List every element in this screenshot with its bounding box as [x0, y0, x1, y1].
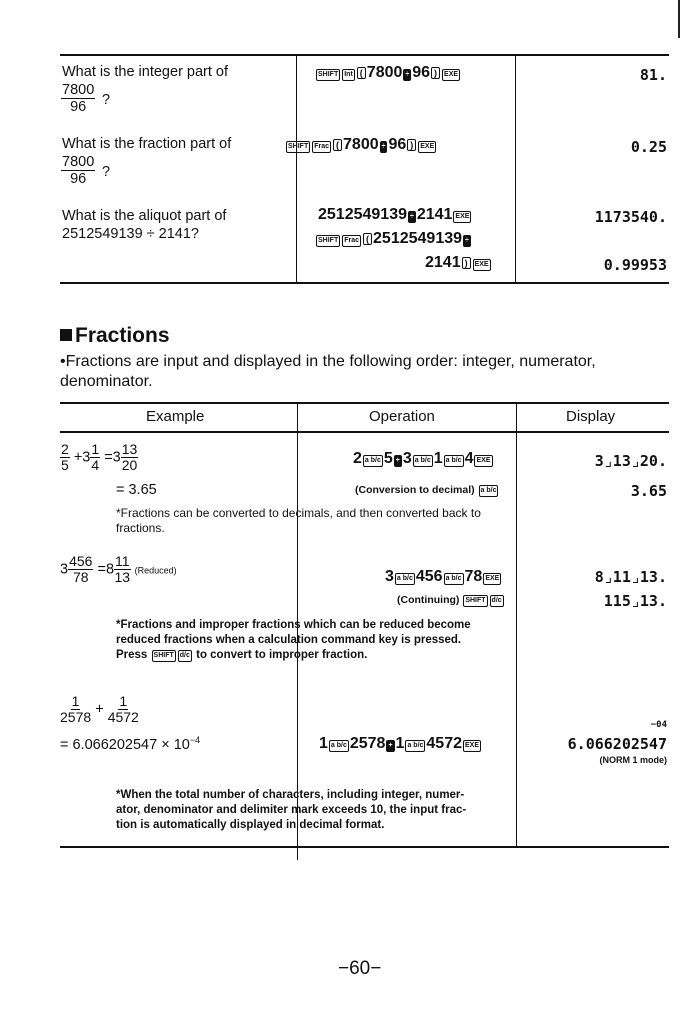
shift-key-icon: SHIFT	[286, 141, 310, 153]
operand: 7800	[343, 136, 379, 153]
display-result: 0.99953	[603, 256, 667, 274]
note-line: *When the total number of characters, including integer, numer-	[116, 789, 465, 801]
integer-part: 8	[105, 561, 115, 578]
fraction-numerator: 2	[61, 441, 69, 457]
note-line: tion is automatically displayed in decimal format.	[116, 819, 385, 831]
shift-key-icon: SHIFT	[316, 69, 340, 81]
operand: 2141	[425, 254, 461, 271]
close-paren-key-icon: )	[462, 257, 471, 269]
fraction-denominator: 96	[70, 99, 87, 115]
fraction-numerator: 1	[71, 693, 80, 709]
exe-key-icon: EXE	[463, 740, 481, 752]
page-edge-line	[678, 0, 680, 38]
display-exponent: −04	[650, 720, 667, 730]
display-improper-fraction: 115⌟13.	[603, 592, 667, 610]
reduced-label: (Reduced)	[134, 565, 177, 576]
operand: 4	[464, 450, 474, 467]
divide-key-icon: ÷	[380, 141, 388, 153]
operation-aliquot-line2	[315, 230, 472, 248]
plus-sign: +	[95, 701, 104, 718]
note-line: reduced fractions when a calculation command key is pressed.	[116, 634, 462, 646]
int-key-icon: Int	[342, 69, 355, 81]
fraction-numerator: 7800	[62, 154, 95, 170]
operation-aliquot-line1	[318, 206, 472, 224]
header-example: Example	[146, 408, 205, 425]
question-mark: ?	[102, 92, 111, 108]
operation-example2	[385, 568, 502, 586]
frac-key-icon: Frac	[342, 235, 361, 247]
header-operation: Operation	[369, 408, 435, 425]
fraction	[108, 694, 139, 725]
table-rule-bottom	[60, 282, 669, 284]
equals-sign: =	[97, 561, 106, 578]
fraction-numerator: 1	[119, 693, 128, 709]
plus-key-icon: +	[394, 455, 402, 467]
fractions-table	[60, 402, 669, 848]
fraction-key-icon: a b/c	[444, 573, 464, 585]
display-reduced-fraction: 8⌟11⌟13.	[594, 568, 667, 586]
exe-key-icon: EXE	[453, 211, 471, 223]
section-intro: •Fractions are input and displayed in the following order: integer, numerator, denominator.	[60, 353, 596, 390]
close-paren-key-icon: )	[407, 139, 416, 151]
shift-key-icon: SHIFT	[152, 650, 176, 662]
operand: 2512549139	[373, 230, 463, 247]
close-paren-key-icon: )	[431, 67, 440, 79]
exe-key-icon: EXE	[473, 259, 491, 271]
operation-fraction-part	[285, 136, 437, 154]
operand: 2	[353, 450, 362, 467]
display-result: 81.	[639, 66, 667, 84]
divide-key-icon: ÷	[403, 69, 411, 81]
exe-key-icon: EXE	[474, 455, 492, 467]
integer-part: 3	[112, 449, 121, 466]
fraction	[114, 554, 131, 585]
question-integer-part: What is the integer part of	[62, 64, 229, 80]
section-title: Fractions	[75, 324, 170, 347]
operation-example3	[319, 735, 482, 753]
question-aliquot-part: What is the aliquot part of	[62, 208, 227, 224]
mode-indicator: (NORM 1 mode)	[599, 755, 667, 765]
divide-key-icon: ÷	[408, 211, 416, 223]
note-reduced-fractions	[116, 618, 510, 663]
operand: 2512549139	[318, 206, 407, 223]
fraction-7800-96	[61, 82, 95, 115]
example-reduced-fraction	[60, 554, 177, 585]
result-exponent: −4	[189, 735, 201, 745]
note-line: ator, denominator and delimiter mark exceeds 10, the input frac-	[116, 804, 467, 816]
plus-key-icon: +	[386, 740, 394, 752]
conversion-label: (Conversion to decimal)	[355, 484, 475, 496]
header-display: Display	[566, 408, 616, 425]
display-decimal: 3.65	[630, 482, 667, 500]
operand: 96	[412, 64, 431, 81]
integer-part: 3	[82, 449, 91, 466]
fraction-denominator: 2578	[60, 709, 92, 725]
fraction-numerator: 456	[69, 553, 93, 569]
decimal-result: = 3.65	[116, 482, 157, 498]
operand: 1	[395, 735, 405, 752]
fraction-key-icon: a b/c	[413, 455, 433, 467]
fraction	[121, 442, 139, 473]
frac-key-icon: Frac	[312, 141, 331, 153]
fraction-key-icon: a b/c	[479, 485, 499, 497]
fraction-denominator: 4572	[107, 709, 139, 725]
shift-key-icon: SHIFT	[463, 595, 487, 607]
fraction-key-icon: a b/c	[363, 455, 383, 467]
operation-aliquot-line3	[425, 254, 492, 272]
table-header-rule	[60, 431, 669, 433]
open-paren-key-icon: (	[357, 67, 366, 79]
plus-sign: +	[73, 449, 83, 466]
fraction-numerator: 11	[115, 553, 130, 569]
open-paren-key-icon: (	[333, 139, 342, 151]
operand: 456	[415, 568, 443, 585]
operand: 5	[383, 450, 393, 467]
operand: 96	[388, 136, 407, 153]
fraction-denominator: 96	[70, 171, 87, 187]
fraction-denominator: 4	[91, 457, 100, 473]
fraction-denominator: 13	[114, 569, 131, 585]
divide-key-icon: ÷	[463, 235, 471, 247]
table-rule-bottom	[60, 846, 669, 848]
improper-fraction-key-icon: d/c	[490, 595, 504, 607]
fraction-numerator: 7800	[62, 82, 95, 98]
operand: 7800	[366, 64, 403, 81]
fraction-denominator: 5	[61, 457, 69, 473]
display-result: 0.25	[630, 138, 667, 156]
shift-key-icon: SHIFT	[316, 235, 340, 247]
display-fraction: 3⌟13⌟20.	[594, 452, 667, 470]
fraction-7800-96	[61, 154, 95, 187]
note-decimal-format	[116, 788, 510, 833]
fraction-denominator: 78	[72, 569, 89, 585]
table-column-divider	[296, 56, 297, 282]
fraction	[60, 694, 91, 725]
fraction-denominator: 20	[121, 457, 138, 473]
display-result: 1173540.	[594, 208, 667, 226]
continuing-label: (Continuing)	[397, 594, 460, 606]
bullet-square-icon	[60, 329, 72, 341]
operand: 78	[464, 568, 483, 585]
operation-continuing	[397, 594, 505, 607]
fraction	[60, 442, 70, 473]
note-line: *Fractions and improper fractions which can be reduced become	[116, 619, 471, 631]
note-text: to convert to improper fraction.	[196, 649, 368, 661]
operation-integer-part	[315, 64, 461, 82]
open-paren-key-icon: (	[363, 233, 372, 245]
operand: 3	[402, 450, 412, 467]
example-decimal-overflow	[60, 694, 139, 725]
display-decimal: 6.066202547	[567, 735, 667, 753]
operation-convert-decimal	[355, 484, 499, 497]
operand: 2141	[416, 206, 453, 223]
table-column-divider	[516, 402, 517, 846]
exe-key-icon: EXE	[483, 573, 501, 585]
section-heading	[60, 324, 170, 348]
operand: 1	[319, 735, 328, 752]
fraction	[90, 442, 100, 473]
fraction-numerator: 13	[121, 441, 138, 457]
improper-fraction-key-icon: d/c	[178, 650, 192, 662]
exe-key-icon: EXE	[418, 141, 436, 153]
fraction-key-icon: a b/c	[405, 740, 425, 752]
fraction-key-icon: a b/c	[444, 455, 464, 467]
question-fraction-part: What is the fraction part of	[62, 136, 232, 152]
fraction-key-icon: a b/c	[395, 573, 415, 585]
page-number: −60−	[338, 958, 382, 979]
question-mark: ?	[102, 164, 111, 180]
operand: 1	[433, 450, 443, 467]
table-rule-top	[60, 402, 669, 404]
operation-example1	[353, 450, 494, 468]
exe-key-icon: EXE	[442, 69, 460, 81]
note-line	[116, 648, 510, 663]
table-rule-top	[60, 54, 669, 56]
example-mixed-fraction-sum	[60, 442, 138, 473]
result-mantissa: = 6.066202547 × 10	[60, 736, 190, 753]
fraction-key-icon: a b/c	[329, 740, 349, 752]
fraction-numerator: 1	[91, 441, 100, 457]
operand: 4572	[426, 735, 462, 752]
table-column-divider	[515, 56, 516, 282]
equals-sign: =	[104, 449, 113, 466]
operand: 3	[385, 568, 394, 585]
note-fraction-conversion: *Fractions can be converted to decimals, and then converted back to fractions.	[116, 506, 481, 535]
integer-part: 3	[60, 561, 69, 578]
question-aliquot-expression: 2512549139 ÷ 2141?	[62, 226, 199, 242]
division-parts-table	[60, 54, 669, 284]
operand: 2578	[349, 735, 386, 752]
note-text: Press	[116, 649, 148, 661]
scientific-result	[60, 735, 200, 753]
fraction	[68, 554, 93, 585]
